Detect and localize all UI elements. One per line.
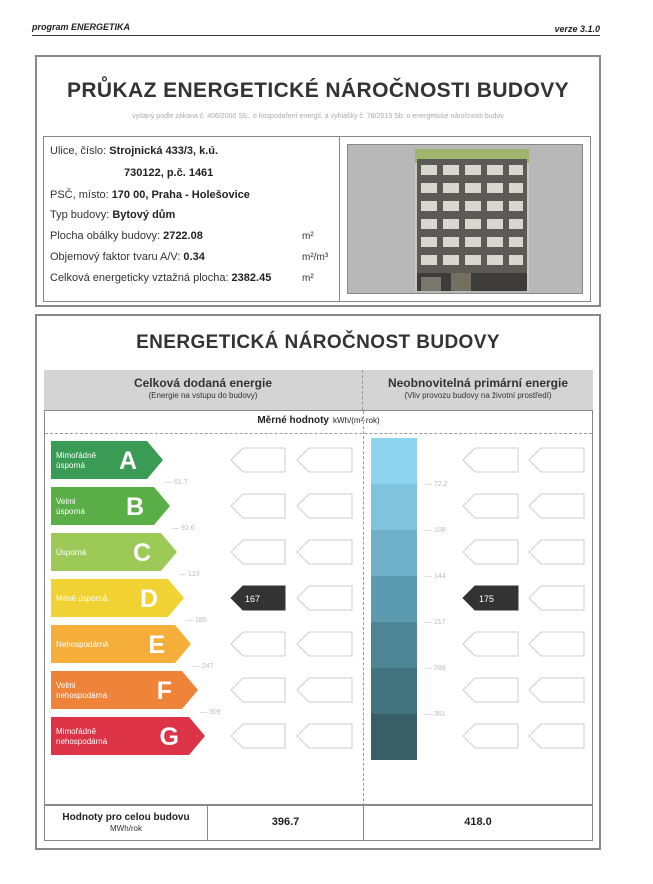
street-row — [50, 145, 218, 157]
primary-empty-marker2-d — [529, 586, 584, 610]
class-label-b-2: úsporná — [56, 507, 85, 516]
street-value: Strojnická 433/3, k.ú. — [109, 145, 219, 157]
ref-area-value: 2382.45 — [231, 272, 272, 284]
primary-scale-band-7 — [371, 714, 417, 760]
delivered-empty-marker2-a — [297, 448, 352, 472]
class-label-d: Méně úsporná — [56, 594, 108, 603]
threshold-left-4: — 185 — [186, 617, 207, 624]
threshold-right-3: — 144 — [425, 573, 446, 580]
class-arrow-b — [51, 487, 170, 525]
primary-empty-marker-e — [463, 632, 518, 656]
delivered-empty-marker-e — [231, 632, 285, 656]
total-values-label: Hodnoty pro celou budovu — [62, 812, 190, 823]
top-header-bar — [32, 22, 600, 36]
delivered-empty-marker2-c — [297, 540, 352, 564]
primary-empty-marker2-e — [529, 632, 584, 656]
threshold-left-6: — 309 — [200, 709, 221, 716]
type-value: Bytový dům — [112, 209, 176, 221]
total-delivered-energy: 396.7 — [271, 816, 300, 828]
threshold-right-6: — 361 — [425, 711, 446, 718]
class-label-f: Velmi — [56, 681, 76, 690]
specific-values-unit: kWh/(m²·rok) — [333, 416, 380, 425]
class-letter-d: D — [139, 585, 158, 613]
primary-empty-marker-b — [463, 494, 518, 518]
threshold-right-1: — 72.2 — [425, 481, 448, 488]
threshold-left-2: — 92.6 — [172, 525, 195, 532]
delivered-value-text: 167 — [245, 594, 261, 604]
program-name: program ENERGETIKA — [32, 22, 131, 32]
certificate-title: PRŮKAZ ENERGETICKÉ NÁROČNOSTI BUDOVY — [66, 79, 570, 102]
class-arrow-a — [51, 441, 163, 479]
class-label-a: Mimořádně — [56, 451, 97, 460]
threshold-right-2: — 108 — [425, 527, 446, 534]
factor-value: 0.34 — [183, 251, 205, 263]
primary-empty-marker-a — [463, 448, 518, 472]
building-illustration — [415, 149, 529, 291]
street-row-2 — [124, 167, 213, 179]
factor-label: Objemový faktor tvaru A/V: — [50, 251, 181, 263]
delivered-empty-marker-g — [231, 724, 285, 748]
class-letter-e: E — [148, 631, 165, 659]
area-value: 2722.08 — [163, 230, 203, 242]
certificate-header-box — [35, 55, 601, 307]
threshold-right-5: — 289 — [425, 665, 446, 672]
primary-scale-band-2 — [371, 484, 417, 530]
delivered-empty-marker2-d — [297, 586, 352, 610]
energy-section-title: ENERGETICKÁ NÁROČNOST BUDOVY — [136, 332, 500, 353]
delivered-empty-marker-b — [231, 494, 285, 518]
certificate-subtitle: vydaný podle zákona č. 406/2000 Sb., o hospodaření energií, a vyhlášky č. 78/2013 Sb. o energetické náročnosti budov — [132, 113, 504, 120]
primary-empty-marker2-a — [529, 448, 584, 472]
delivered-energy-title: Celková dodaná energie — [133, 376, 273, 390]
class-label-f-2: nehospodárná — [56, 691, 108, 700]
psc-row — [50, 189, 250, 201]
ref-area-unit: m² — [302, 273, 314, 284]
primary-scale-band-3 — [371, 530, 417, 576]
delivered-energy-header — [44, 370, 362, 410]
area-label: Plocha obálky budovy: — [50, 230, 161, 242]
primary-empty-marker2-c — [529, 540, 584, 564]
class-label-g: Mimořádně — [56, 727, 97, 736]
building-info-panel — [43, 136, 339, 302]
energy-label-chart — [44, 410, 593, 805]
building-photo — [347, 144, 583, 294]
primary-energy-title: Neobnovitelná primární energie — [387, 376, 569, 390]
building-photo-frame — [339, 136, 591, 302]
class-label-a-2: úsporná — [56, 461, 85, 470]
class-letter-f: F — [156, 677, 172, 705]
class-label-e: Nehospodárná — [56, 640, 109, 649]
class-arrow-g — [51, 717, 205, 755]
version-label: verze 3.1.0 — [554, 24, 600, 34]
total-primary-energy: 418.0 — [464, 816, 492, 828]
primary-scale-band-1 — [371, 438, 417, 484]
threshold-left-3: — 123 — [179, 571, 200, 578]
class-letter-c: C — [132, 539, 151, 567]
class-label-c: Úsporná — [56, 548, 87, 557]
delivered-empty-marker-a — [231, 448, 285, 472]
area-unit: m² — [302, 231, 314, 242]
primary-empty-marker2-f — [529, 678, 584, 702]
class-letter-g: G — [159, 723, 179, 751]
delivered-empty-marker-f — [231, 678, 285, 702]
primary-empty-marker-c — [463, 540, 518, 564]
psc-label: PSČ, místo: — [50, 189, 109, 201]
delivered-empty-marker2-e — [297, 632, 352, 656]
primary-empty-marker-g — [463, 724, 518, 748]
primary-scale-band-6 — [371, 668, 417, 714]
class-label-b: Velmi — [56, 497, 76, 506]
threshold-left-1: — 61.7 — [165, 479, 188, 486]
psc-value: 170 00, Praha - Holešovice — [111, 189, 250, 201]
specific-values-label: Měrné hodnoty — [257, 415, 329, 426]
primary-energy-header — [362, 370, 593, 410]
delivered-empty-marker2-g — [297, 724, 352, 748]
primary-empty-marker-f — [463, 678, 518, 702]
street-value-2: 730122, p.č. 1461 — [124, 167, 214, 179]
primary-energy-subtitle: (Vliv provozu budovy na životní prostředí) — [404, 391, 552, 400]
threshold-right-4: — 217 — [425, 619, 446, 626]
primary-empty-marker2-g — [529, 724, 584, 748]
ref-area-label: Celková energeticky vztažná plocha: — [50, 272, 229, 284]
factor-unit: m²/m³ — [302, 252, 329, 263]
primary-value-text: 175 — [479, 594, 495, 604]
delivered-empty-marker2-f — [297, 678, 352, 702]
factor-row — [50, 251, 205, 263]
area-row — [50, 230, 203, 242]
delivered-empty-marker2-b — [297, 494, 352, 518]
total-values-label-cell — [45, 806, 208, 840]
primary-scale-band-4 — [371, 576, 417, 622]
delivered-energy-subtitle: (Energie na vstupu do budovy) — [148, 391, 258, 400]
street-label: Ulice, číslo: — [50, 145, 107, 157]
class-letter-b: B — [125, 493, 144, 521]
delivered-empty-marker-c — [231, 540, 285, 564]
energy-performance-box — [35, 314, 601, 850]
primary-empty-marker2-b — [529, 494, 584, 518]
type-row — [50, 209, 175, 221]
class-label-g-2: nehospodárná — [56, 737, 108, 746]
class-letter-a: A — [118, 447, 137, 475]
class-arrow-f — [51, 671, 198, 709]
ref-area-row — [50, 272, 271, 284]
total-values-row — [44, 805, 593, 841]
primary-scale-band-5 — [371, 622, 417, 668]
threshold-left-5: — 247 — [193, 663, 214, 670]
total-values-unit: MWh/rok — [110, 824, 142, 833]
energy-class-svg — [45, 411, 594, 806]
type-label: Typ budovy: — [50, 209, 110, 221]
